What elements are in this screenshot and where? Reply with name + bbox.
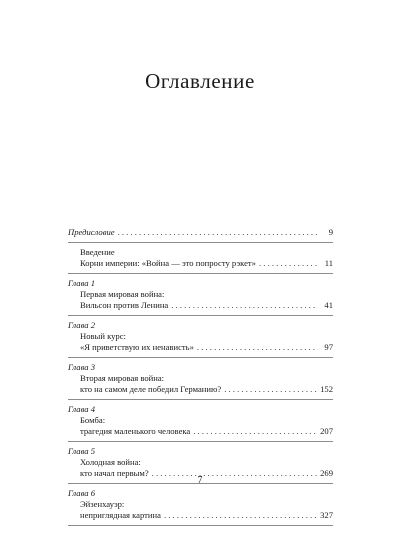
toc-entry-preface[interactable] <box>68 224 333 243</box>
toc-entry-label: Глава 4 <box>68 404 95 414</box>
toc-line <box>80 258 333 269</box>
toc-page-number: 207 <box>320 426 333 436</box>
toc-line <box>80 331 333 342</box>
toc-line <box>80 426 333 437</box>
toc-page-number: 11 <box>324 258 333 268</box>
toc-entry-body <box>68 499 333 521</box>
toc-entry-subtitle: «Я приветствую их ненависть» <box>80 342 194 352</box>
toc-line <box>80 247 333 258</box>
toc-line <box>80 289 333 300</box>
toc-entry-chapter-6[interactable] <box>68 484 333 526</box>
leader-dots <box>224 384 317 395</box>
toc-entry-title: Эйзенхауэр: <box>80 499 125 509</box>
toc-entry-body <box>68 373 333 395</box>
toc-line <box>80 457 333 468</box>
toc-entry-body <box>68 415 333 437</box>
toc-entry-subtitle: Корни империи: «Война — это попросту рэкет» <box>80 258 256 268</box>
toc-entry-title: Новый курс: <box>80 331 126 341</box>
toc-entry-title: Бомба: <box>80 415 106 425</box>
leader-dots <box>118 227 318 238</box>
page-title: Оглавление <box>145 69 255 93</box>
toc-entry-subtitle: неприглядная картина <box>80 510 161 520</box>
leader-dots <box>171 300 318 311</box>
toc-line <box>80 415 333 426</box>
toc-page-number: 9 <box>328 227 333 237</box>
toc-entry-subtitle: кто на самом деле победил Германию? <box>80 384 222 394</box>
toc-page-number: 327 <box>320 510 333 520</box>
toc-line <box>80 499 333 510</box>
toc-entry-chapter-4[interactable] <box>68 400 333 442</box>
toc-entry-title: Холодная война: <box>80 457 141 467</box>
toc-line <box>80 373 333 384</box>
toc-entry-subtitle: Вильсон против Ленина <box>80 300 169 310</box>
toc-entry-chapter-3[interactable] <box>68 358 333 400</box>
page-number: 7 <box>197 475 203 486</box>
toc-entry-label: Глава 6 <box>68 488 95 498</box>
toc-entry-label: Глава 5 <box>68 446 95 456</box>
toc-line <box>68 227 333 238</box>
toc-entry-title: Первая мировая война: <box>80 289 165 299</box>
toc-entry-title: Вторая мировая война: <box>80 373 165 383</box>
toc-entry-body <box>68 289 333 311</box>
toc-page-number: 152 <box>320 384 333 394</box>
toc-entry-body <box>68 247 333 269</box>
toc-line <box>80 300 333 311</box>
toc-entry-subtitle: кто начал первым? <box>80 468 149 478</box>
toc-page-number: 97 <box>324 342 333 352</box>
leader-dots <box>197 342 318 353</box>
toc-entry-body <box>68 331 333 353</box>
toc-page-number: 41 <box>324 300 333 310</box>
leader-dots <box>259 258 318 269</box>
toc-entry-chapter-1[interactable] <box>68 274 333 316</box>
toc-entry-introduction[interactable] <box>68 243 333 274</box>
toc-entry-subtitle: трагедия маленького человека <box>80 426 191 436</box>
toc-line <box>80 342 333 353</box>
leader-dots <box>193 426 317 437</box>
toc-entry-label: Глава 2 <box>68 320 95 330</box>
toc-entry-label: Глава 3 <box>68 362 95 372</box>
toc-entry-title: Введение <box>80 247 115 257</box>
toc-entry-label: Предисловие <box>68 227 115 237</box>
toc-entry-label: Глава 1 <box>68 278 95 288</box>
toc-line <box>80 384 333 395</box>
toc-line <box>80 510 333 521</box>
toc-page-number: 269 <box>320 468 333 478</box>
toc-entry-chapter-2[interactable] <box>68 316 333 358</box>
leader-dots <box>164 510 317 521</box>
